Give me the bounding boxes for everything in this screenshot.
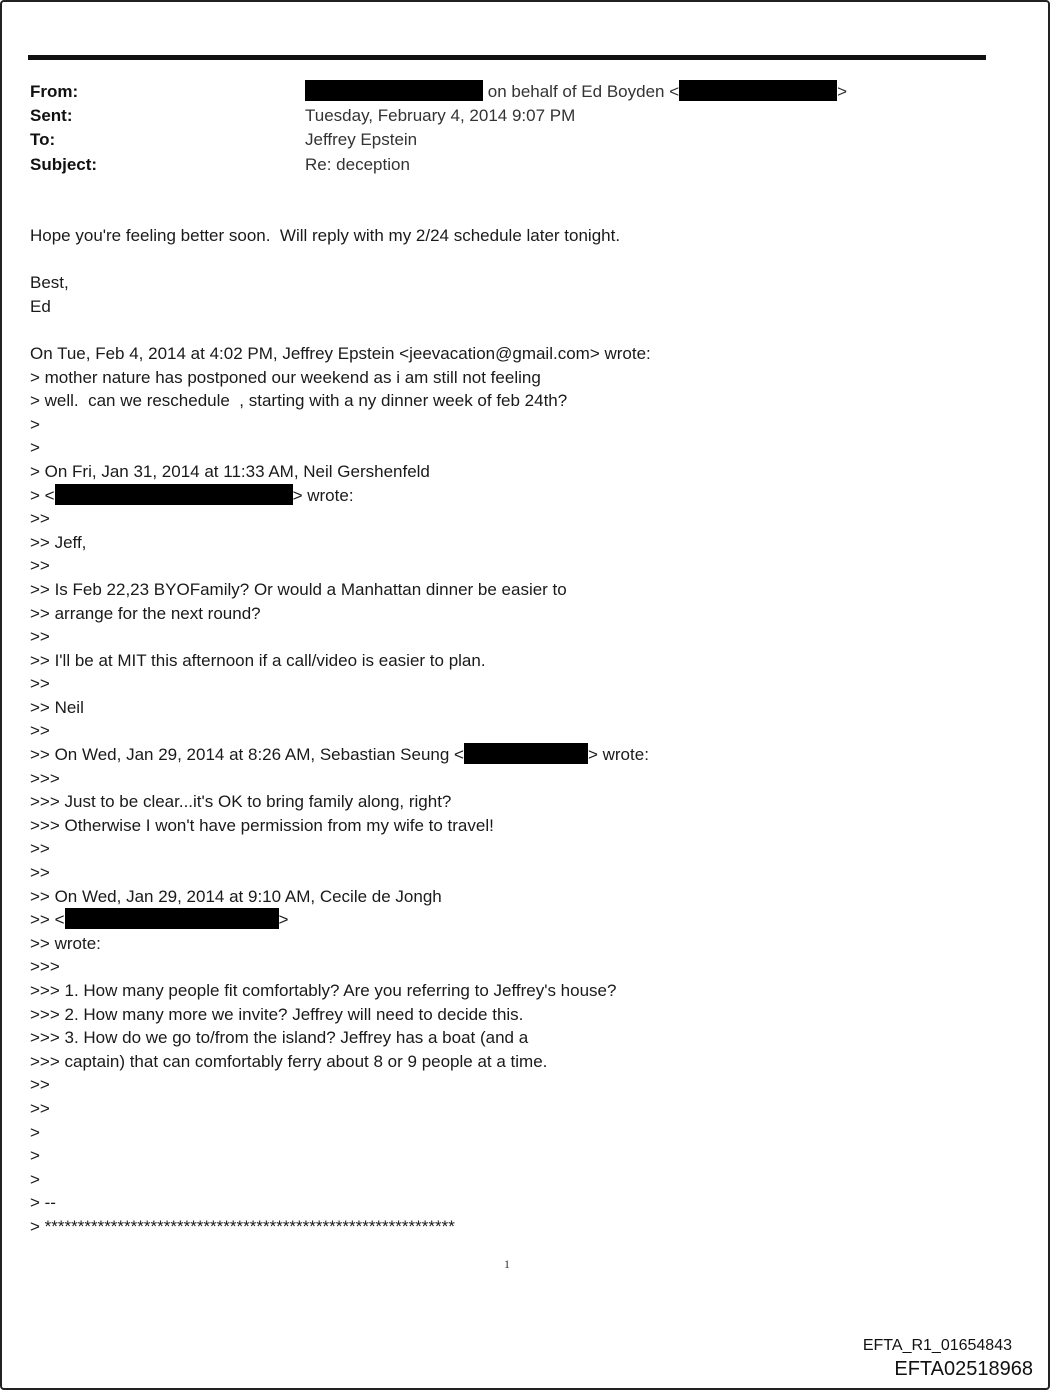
redaction-box (679, 80, 837, 101)
from-label: From: (30, 82, 79, 101)
body-line: Ed (30, 296, 51, 316)
body-line (30, 908, 1030, 932)
body-line: >>> captain) that can comfortably ferry about 8 or 9 people at a time. (30, 1051, 548, 1071)
to-value: Jeffrey Epstein (305, 130, 418, 150)
body-line (30, 248, 1030, 272)
body-line: >> (30, 1098, 50, 1118)
body-line: >> (30, 627, 50, 647)
body-line: >>> 1. How many people fit comfortably? Are you referring to Jeffrey's house? (30, 981, 617, 1000)
to-label: To: (30, 130, 56, 150)
body-line: >> (30, 721, 50, 741)
body-line: >> arrange for the next round? (30, 603, 261, 623)
body-line: > (30, 1146, 40, 1166)
from-text: on behalf of Ed Boyden < (487, 82, 680, 101)
body-line: > (30, 1169, 40, 1189)
email-header (30, 80, 1010, 177)
bates-number-secondary: EFTA02518968 (894, 1358, 1033, 1380)
redaction-box (65, 908, 279, 929)
body-line: > mother nature has postponed our weekend as i am still not feeling (30, 367, 541, 387)
sent-row (30, 104, 1010, 128)
header-rule (28, 55, 986, 60)
quote-prefix: >> < (30, 910, 65, 930)
body-line: > (30, 1122, 40, 1142)
body-line: >>> 3. How do we go to/from the island? Jeffrey has a boat (and a (30, 1028, 529, 1048)
body-line: >> (30, 509, 50, 529)
from-value (305, 80, 847, 104)
body-line: >>> 2. How many more we invite? Jeffrey will need to decide this. (30, 1004, 524, 1024)
signature-separator: > ************************************************************** (30, 1216, 455, 1236)
sent-label: Sent: (30, 106, 73, 126)
body-line: Best, (30, 273, 69, 293)
redaction-box (55, 484, 293, 505)
body-line (30, 743, 1030, 767)
subject-value: Re: deception (305, 154, 410, 174)
subject-label: Subject: (30, 154, 98, 174)
body-line: > -- (30, 1193, 56, 1213)
body-line: >> (30, 556, 50, 576)
redaction-box (464, 743, 588, 764)
body-line: >> (30, 674, 50, 694)
body-line: > well. can we reschedule , starting with a ny dinner week of feb 24th? (30, 391, 568, 411)
email-body (30, 224, 1030, 1239)
body-line: > (30, 414, 40, 434)
body-line: >> Is Feb 22,23 BYOFamily? Or would a Manhattan dinner be easier to (30, 579, 567, 599)
body-line: >>> Just to be clear...it's OK to bring family along, right? (30, 792, 452, 812)
body-line: >> (30, 863, 50, 883)
body-line: >> I'll be at MIT this afternoon if a call/video is easier to plan. (30, 650, 486, 670)
body-line (30, 318, 1030, 342)
subject-row (30, 153, 1010, 177)
quote-text: > (278, 910, 289, 930)
body-line: > On Fri, Jan 31, 2014 at 11:33 AM, Neil Gershenfeld (30, 461, 430, 481)
page-number: 1 (504, 1257, 510, 1271)
body-line: >> Jeff, (30, 532, 87, 552)
quote-text: > wrote: (587, 745, 649, 765)
body-line: > (30, 438, 40, 458)
body-line: >> wrote: (30, 933, 101, 953)
body-line: On Tue, Feb 4, 2014 at 4:02 PM, Jeffrey Epstein <jeevacation@gmail.com> wrote: (30, 343, 651, 363)
from-row (30, 80, 1010, 104)
body-line: >> (30, 1075, 50, 1095)
body-line: >> Neil (30, 697, 84, 717)
bates-number-primary: EFTA_R1_01654843 (862, 1337, 1012, 1354)
body-line: >> On Wed, Jan 29, 2014 at 9:10 AM, Cecile de Jongh (30, 886, 442, 906)
body-line: Hope you're feeling better soon. Will reply with my 2/24 schedule later tonight. (30, 226, 621, 245)
to-row (30, 128, 1010, 152)
quote-text: > wrote: (292, 485, 354, 505)
body-line: >>> Otherwise I won't have permission from my wife to travel! (30, 815, 494, 835)
sent-value: Tuesday, February 4, 2014 9:07 PM (305, 106, 576, 126)
body-line (30, 484, 1030, 508)
from-text-end: > (837, 82, 848, 101)
body-line: >> (30, 839, 50, 859)
quote-prefix: > < (30, 485, 55, 505)
body-line: >>> (30, 768, 60, 788)
body-line: >>> (30, 957, 60, 977)
quote-text: >> On Wed, Jan 29, 2014 at 8:26 AM, Sebastian Seung < (30, 745, 464, 765)
redaction-box (305, 80, 483, 101)
